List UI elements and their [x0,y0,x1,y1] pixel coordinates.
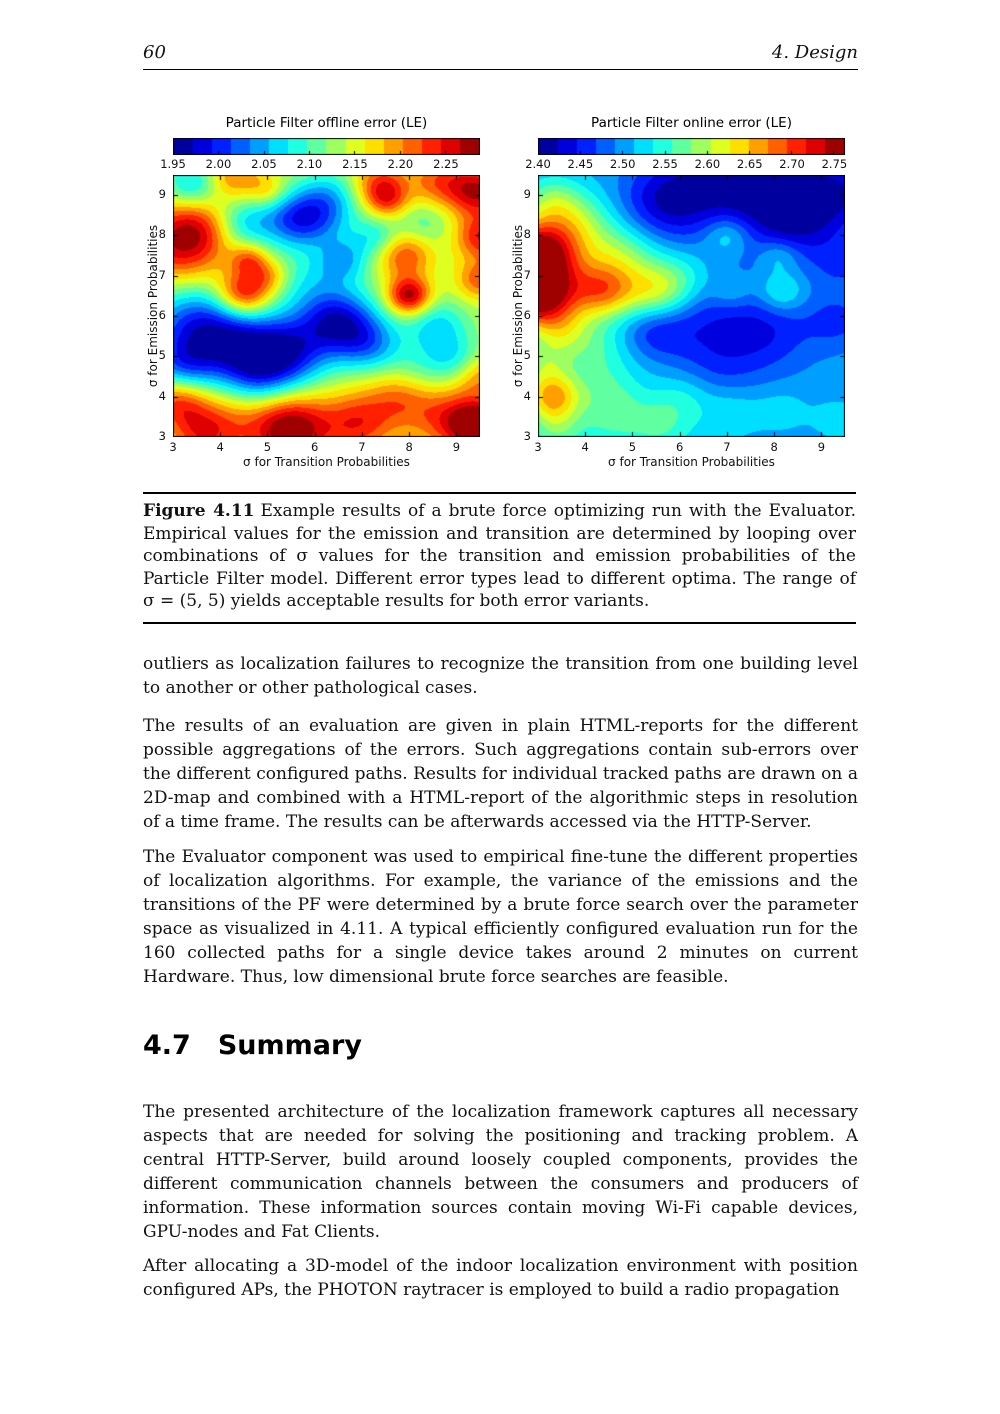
paragraph-architecture: The presented architecture of the localization framework captures all necessary aspects that are needed for solving the positioning and tracking problem. A central HTTP-Server, build around loosely coupled components, provides the different communication channels between the consumers and producers of information. These information sources contain moving Wi-Fi capable devices, GPU-nodes and Fat Clients. [143,1102,858,1242]
colorbar [538,138,845,155]
colorbar-tick-labels [525,157,848,171]
colorbar [173,138,480,155]
x-tick-label: 4 [216,440,224,454]
y-tick-label: 3 [158,429,166,443]
paragraph-results: The results of an evaluation are given in plain HTML-reports for the different possible aggregations of the errors. Such aggregations contain sub-errors over the different configured paths. Results for individual tracked paths are drawn on a 2D-map and combined with a HTML-report of the algorithmic steps in resolution of a time frame. The results can be afterwards accessed via the HTTP-Server. [143,716,858,832]
y-tick-label: 7 [158,267,166,282]
figure-caption-label: Figure 4.11 [143,501,255,521]
colorbar-tick-labels [160,157,480,171]
y-tick-label: 8 [158,227,166,242]
section-heading [143,1030,858,1061]
x-tick-label: 8 [405,440,413,454]
colorbar-tick-label: 2.40 [525,157,551,171]
y-tick-label: 9 [158,187,166,202]
paragraph-outliers: outliers as localization failures to recognize the transition from one building level to another or other pathological cases. [143,654,858,698]
x-tick-label: 9 [452,440,461,454]
section-number: 4.7 [143,1030,191,1061]
x-tick-label: 3 [534,440,542,454]
x-tick-label: 7 [723,440,731,454]
x-tick-label: 5 [628,440,637,454]
x-axis-label: σ for Transition Probabilities [608,455,775,469]
y-tick-label: 6 [158,308,166,323]
y-tick-label: 8 [523,227,531,242]
y-tick-label: 3 [523,429,531,443]
chapter-title: 4. Design [771,42,858,63]
figure-caption-text: Example results of a brute force optimizing run with the Evaluator. Empirical values for the emission and transition are determined by looping over combinations of σ values for the transition and emission probabilities of the Particle Filter model. Different error types lead to different optima. The range of σ = (5, 5) yields acceptable results for both error variants. [143,501,856,611]
y-tick-label: 9 [523,187,531,202]
colorbar-tick-label: 2.55 [652,157,678,171]
x-tick-label: 4 [581,440,589,454]
colorbar-tick-label: 2.50 [609,157,636,171]
page-number: 60 [143,42,166,63]
colorbar-tick-label: 2.00 [205,157,232,171]
x-tick-label: 6 [676,440,684,454]
y-tick-label: 7 [523,267,531,282]
y-tick-label: 5 [158,348,166,363]
y-tick-label: 6 [523,308,531,323]
x-tick-label: 5 [263,440,272,454]
paragraph-photon: After allocating a 3D-model of the indoor localization environment with position configured APs, the PHOTON raytracer is employed to build a radio propagation [143,1256,858,1300]
colorbar-tick-label: 2.60 [694,157,721,171]
colorbar-tick-label: 2.45 [567,157,594,171]
page-header [143,42,858,70]
colorbar-tick-label: 2.75 [821,157,848,171]
heatmap-canvas [173,175,480,437]
colorbar-tick-label: 2.10 [296,157,323,171]
section-title: Summary [217,1030,362,1061]
offline-error-plot [143,112,503,477]
x-axis-tick-labels [534,440,845,454]
x-tick-label: 9 [817,440,826,454]
online-error-plot [508,112,868,477]
colorbar-tick-label: 2.70 [779,157,805,171]
y-axis-label: σ for Emission Probabilities [146,224,160,388]
colorbar-tick-label: 2.20 [387,157,414,171]
figure-caption [143,492,856,624]
colorbar-tick-label: 2.15 [342,157,368,171]
colorbar-tick-label: 2.05 [251,157,277,171]
plot-title: Particle Filter online error (LE) [591,115,792,131]
paragraph-evaluator: The Evaluator component was used to empirical fine-tune the different properties of localization algorithms. For example, the variance of the emissions and the transitions of the PF were determined by a brute force search over the parameter space as visualized in 4.11. A typical efficiently configured evaluation run for the 160 collected paths for a single device takes around 2 minutes on current Hardware. Thus, low dimensional brute force searches are feasible. [143,847,858,987]
x-tick-label: 8 [770,440,778,454]
y-tick-label: 4 [158,388,166,403]
colorbar-tick-label: 2.65 [736,157,763,171]
y-axis-label: σ for Emission Probabilities [511,224,525,388]
x-tick-label: 6 [311,440,319,454]
colorbar-tick-label: 2.25 [433,157,459,171]
plot-title: Particle Filter offline error (LE) [225,115,428,131]
x-axis-label: σ for Transition Probabilities [243,455,410,469]
x-tick-label: 3 [169,440,177,454]
y-tick-label: 5 [523,348,531,363]
heatmap-canvas [538,175,845,437]
x-tick-label: 7 [358,440,366,454]
y-tick-label: 4 [523,388,531,403]
colorbar-tick-label: 1.95 [160,157,186,171]
x-axis-tick-labels [169,440,480,454]
